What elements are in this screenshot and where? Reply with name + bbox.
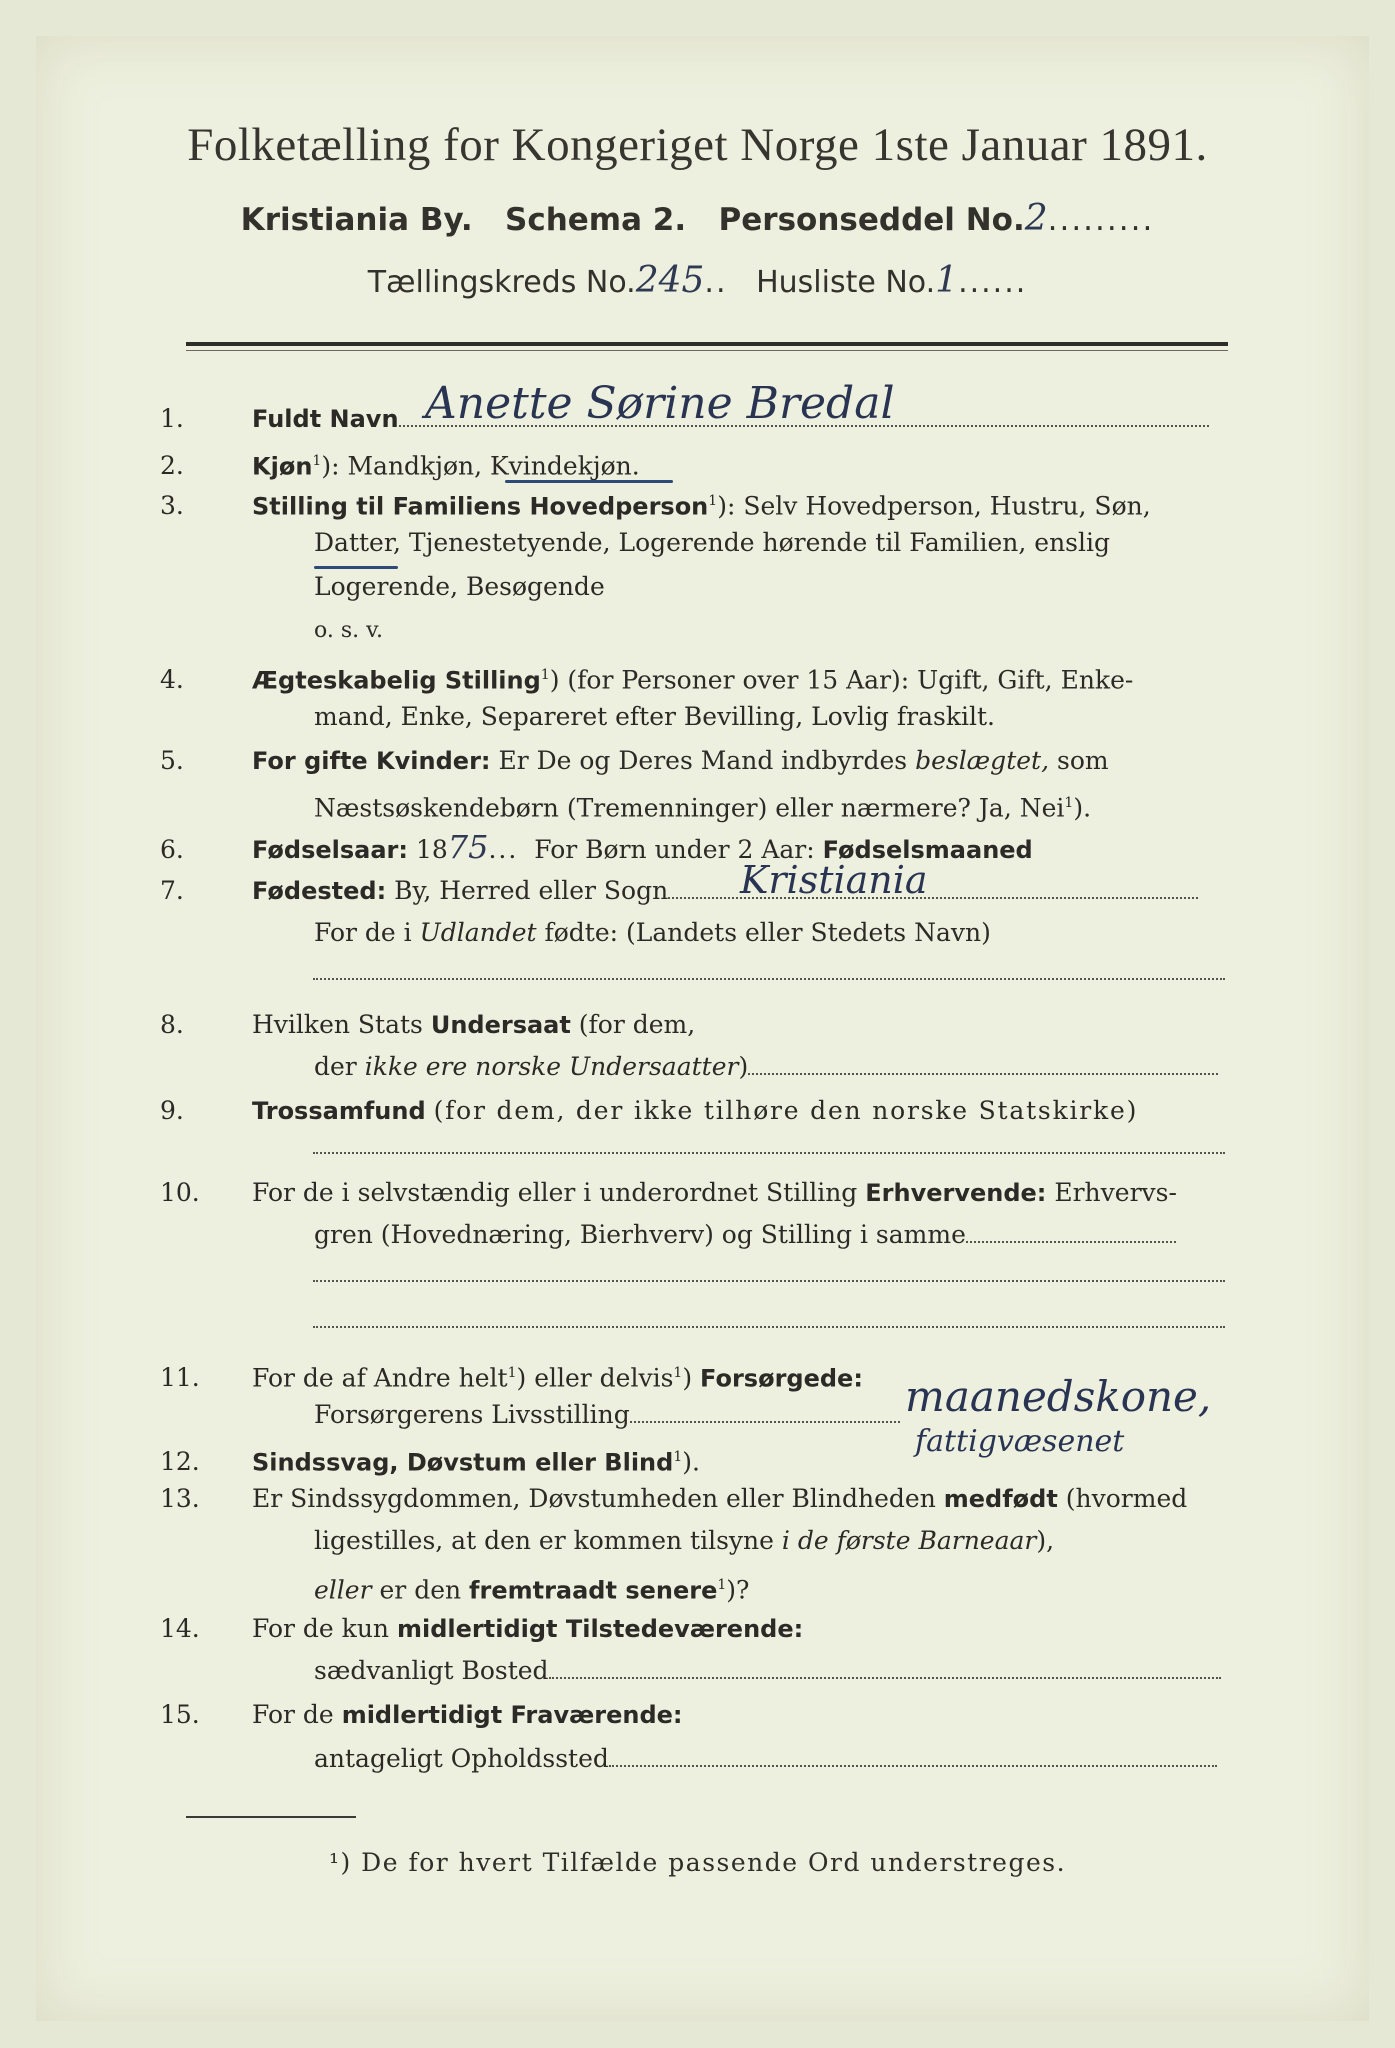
field-9-row [160,1090,1230,1132]
usual-residence-label: sædvanligt Bosted [314,1656,549,1685]
family-position-label: Stilling til Familiens Hovedperson [252,492,709,521]
field-13-line2: ligestilles, at den er kommen tilsyne i de første Barneaar), [314,1526,1055,1555]
occupation-text-end: Erhvervs- [1054,1178,1177,1207]
supporter-occupation-value-2: fattigvæsenet [915,1424,1125,1459]
married-women-question-line2: Næstsøskendebørn (Tremenninger) eller nærmere? Ja, Nei [314,793,1065,823]
field-15-line2 [160,1738,1384,1780]
citizenship-text: Hvilken Stats [252,1010,423,1039]
field-2-row: 2. Kjøn$^1$): Mandkjøn, Kvindekjøn. [160,440,1230,487]
field-number: 4. [160,665,184,695]
birth-year-label: Fødselsaar: [252,836,408,864]
married-women-question-emph: beslægtet, [915,746,1050,775]
header-divider [186,342,1228,346]
field-8-line2: der ikke ere norske Undersaatter) [160,1046,1384,1088]
congenital-line2-emph: i de første Barneaar [781,1526,1037,1555]
religion-text: (for dem, der ikke tilhøre den norske Statskirke) [433,1096,1139,1125]
congenital-label: medfødt [943,1485,1058,1513]
occupation-label: Erhvervende: [865,1179,1047,1207]
personseddel-value: 2 [1024,198,1048,239]
field-number: 13. [160,1484,200,1513]
citizenship-line2-text: der [314,1052,357,1081]
field-12-row: 12. Sindssvag, Døvstum eller Blind$^1$). [160,1436,1230,1483]
occupation-line2: gren (Hovednæring, Bierhverv) og Stilling i samme [314,1220,966,1249]
supported-text: For de af Andre helt [252,1363,508,1393]
marital-status-options: ) (for Personer over 15 Aar): Ugift, Gift, Enke- [549,665,1134,695]
field-number: 14. [160,1614,200,1643]
disability-label: Sindssvag, Døvstum eller Blind [252,1448,674,1477]
form-title: Folketælling for Kongeriget Norge 1ste Januar 1891. [187,119,1208,171]
probable-residence-label: antageligt Opholdssted [314,1744,609,1773]
married-women-question: Er De og Deres Mand indbyrdes [498,746,908,775]
field-number: 15. [160,1700,200,1729]
supporter-occupation-value: maanedskone, [905,1372,1212,1421]
field-7-row [160,870,1230,912]
occupation-text: For de i selvstændig eller i underordnet Stilling [252,1178,858,1207]
later-onset-label: fremtraadt senere [469,1576,718,1605]
birthplace-value: Kristiania [740,858,928,902]
congenital-line3-text: er den [379,1575,462,1605]
field-number: 5. [160,746,184,775]
birth-year-prefix: 18 [415,835,448,864]
family-position-options: ): Selv Hovedperson, Hustru, Søn, [717,491,1151,521]
abroad-blank-line [313,978,1225,980]
full-name-value: Anette Sørine Bredal [425,378,895,429]
religion-label: Trossamfund [252,1097,426,1125]
field-5-row [160,740,1230,782]
abroad-emph: Udlandet [419,918,537,947]
field-13-line3: eller er den fremtraadt senere$^1$)? [314,1575,750,1605]
form-identifiers: Tællingskreds No.245.. Husliste No.1...... [367,260,1028,301]
field-14-line2 [160,1650,1384,1692]
supporter-occupation-label: Forsørgerens Livsstilling [314,1400,630,1429]
field-5-line2: Næstsøskendebørn (Tremenninger) eller nærmere? Ja, Nei$^1$). [314,793,1092,823]
temporary-absent-label: midlertidigt Fraværende: [341,1701,683,1729]
religion-blank-line [313,1152,1225,1154]
supported-text-2: ) eller delvis [516,1363,674,1393]
sex-label: Kjøn [252,452,313,481]
field-4-row: 4. Ægteskabelig Stilling$^1$) (for Personer over 15 Aar): Ugift, Gift, Enke- [160,654,1230,701]
field-13-row [160,1478,1230,1520]
marital-status-label: Ægteskabelig Stilling [252,666,541,695]
field-8-row [160,1004,1230,1046]
field-number: 9. [160,1096,184,1125]
occupation-blank-line-1 [313,1280,1225,1282]
congenital-line3-emph: eller [314,1575,372,1605]
field-number: 3. [160,491,184,521]
citizenship-line2-emph: ikke ere norske Undersaatter [364,1052,739,1081]
field-number: 1. [160,404,184,433]
city-label: Kristiania By. [240,202,473,238]
field-6-row: 6. Fødselsaar: 1875... For Børn under 2 Aar: Fødselsmaaned [160,826,1230,871]
congenital-line2: ligestilles, at den er kommen tilsyne [314,1526,774,1555]
temporary-absent-text: For de [252,1700,334,1729]
husliste-value: 1 [935,260,959,301]
supported-label: Forsørgede: [700,1364,863,1393]
congenital-text: Er Sindssygdommen, Døvstumheden eller Blindheden [252,1484,936,1513]
field-15-row [160,1694,1230,1736]
field-11-row: 11. For de af Andre helt$^1$) eller delvis$^1$) Forsørgede: [160,1352,1230,1399]
field-number: 11. [160,1363,200,1393]
husliste-label: Husliste No. [756,265,936,300]
field-number: 8. [160,1010,184,1039]
birthplace-options: By, Herred eller Sogn [394,876,669,905]
field-3-row: 3. Stilling til Familiens Hovedperson$^1$): Selv Hovedperson, Hustru, Søn, [160,480,1230,527]
header-divider-thin [186,350,1228,351]
field-number: 7. [160,876,184,905]
birth-month-label: Fødselsmaaned [822,836,1033,864]
form-subtitle: Kristiania By. Schema 2. Personseddel No.2......... [240,198,1155,239]
citizenship-label: Undersaat [430,1011,571,1039]
personseddel-label: Personseddel No. [718,202,1025,238]
field-3-line3: Logerende, Besøgende [314,572,605,601]
field-3-line2: Datter, Tjenestetyende, Logerende hørende til Familien, enslig [314,528,1111,557]
field-14-row [160,1608,1230,1650]
field-10-row [160,1172,1230,1214]
field-4-line2: mand, Enke, Separeret efter Bevilling, Lovlig fraskilt. [314,702,995,731]
kreds-value: 245 [635,260,705,301]
occupation-blank-line-2 [313,1326,1225,1328]
footnote-divider [186,1816,356,1818]
citizenship-text-end: (for dem, [578,1010,696,1039]
sex-options: ): Mandkjøn, Kvindekjøn. [321,451,640,481]
birthplace-label: Fødested: [252,877,387,905]
field-3-line4: o. s. v. [314,618,383,643]
married-women-label: For gifte Kvinder: [252,747,491,775]
field-10-line2 [160,1214,1384,1256]
field-number: 10. [160,1178,200,1207]
birth-month-note: For Børn under 2 Aar: [534,835,815,864]
full-name-label: Fuldt Navn [252,405,399,433]
field-number: 2. [160,451,184,481]
temporary-present-label: midlertidigt Tilstedeværende: [396,1615,804,1643]
field-number: 12. [160,1447,200,1477]
congenital-text-end: (hvormed [1065,1484,1188,1513]
schema-label: Schema 2. [505,202,687,238]
abroad-text-end: fødte: (Landets eller Stedets Navn) [544,918,991,947]
temporary-present-text: For de kun [252,1614,390,1643]
abroad-text: For de i [314,918,412,947]
married-women-question-end: som [1056,746,1109,775]
footnote: ¹) De for hvert Tilfælde passende Ord understreges. [328,1848,1067,1877]
birth-year-value: 75 [447,828,489,866]
field-7-line2 [160,912,1384,954]
field-number: 6. [160,835,184,864]
kreds-label: Tællingskreds No. [367,265,636,300]
